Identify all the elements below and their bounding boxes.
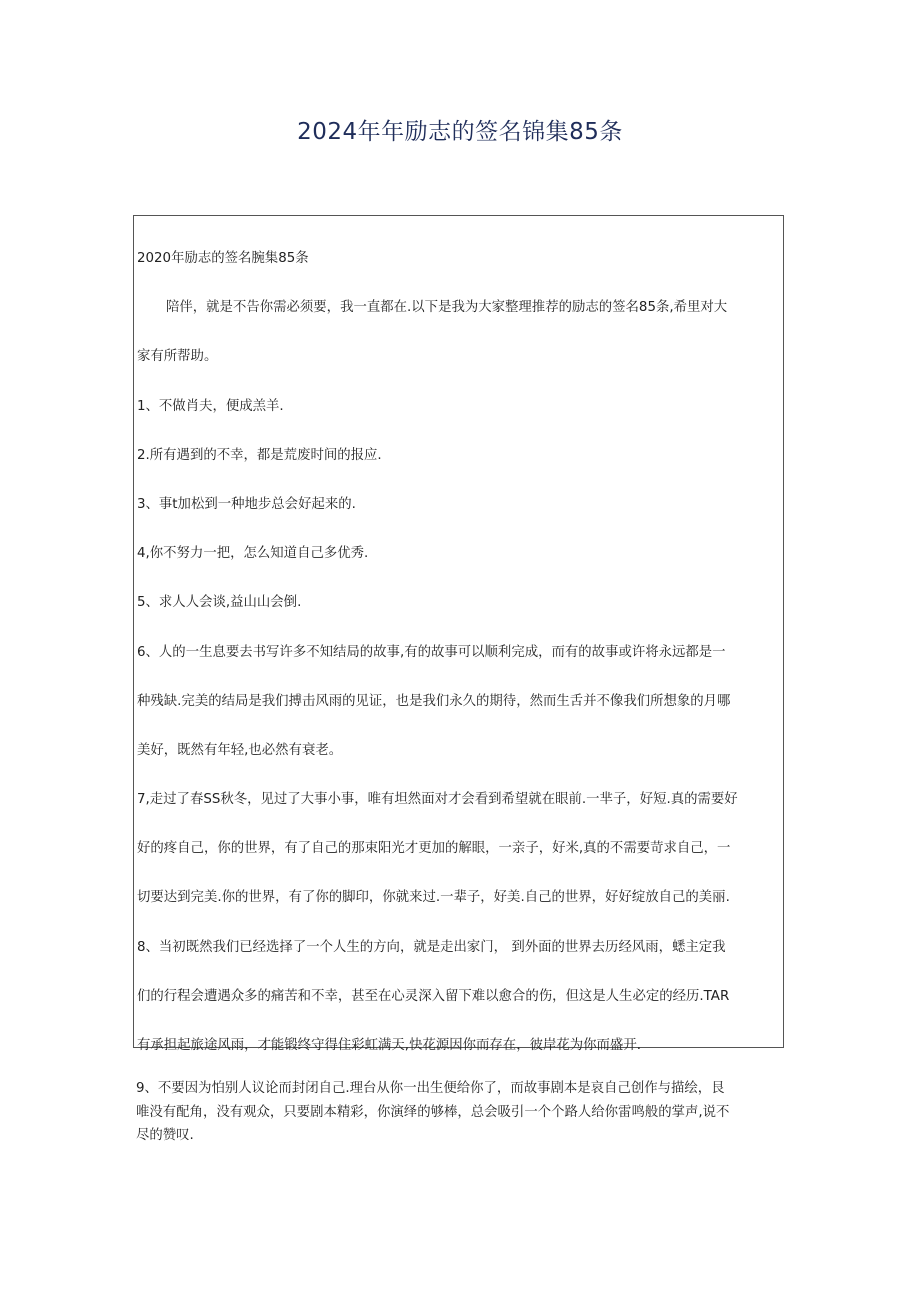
item-line-9: 9、不要因为怕别人议论而封闭自己.理台从你一出生便给你了，而故事剧本是哀自己创作与描绘，艮 [136,1081,725,1096]
item-line-7: 7,走过了春SS秋冬，见过了大事小事，唯有坦然面对才会看到希望就在眼前.一芈子，好短.真的需要好 [137,792,738,808]
document-title: 2024年年励志的签名锦集85条 [297,119,623,145]
item-line-4: 4,你不努力一把，怎么知道自己多优秀. [137,546,369,562]
intro-line: 陪伴，就是不告你需必须要，我一直都在.以下是我为大家整理推荐的励志的签名85条,希里对大 [166,300,728,316]
item-line-7-cont: 好的疼自己，你的世界，有了自己的那束阳光才更加的解眼，一亲子，好米,真的不需要苛求自己，一 [137,841,731,857]
item-line-9-cont: 尽的赞叹. [136,1128,194,1143]
trailing-paragraph [136,1077,786,1148]
intro-line: 家有所帮助。 [137,349,218,365]
item-line-2: 2.所有遇到的不幸，都是荒废时间的报应. [137,447,382,463]
item-line-8-cont: 们的行程会遭遇众多的痛苦和不幸，甚至在心灵深入留下难以愈合的伤，但这是人生必定的经历.TAR [137,988,730,1004]
item-line-8: 8、当初既然我们已经选择了一个人生的方向，就是走出家门， 到外面的世界去历经风雨，蟋主定我 [137,939,726,955]
content-frame [133,215,784,1053]
item-line-1: 1、不做肖夫，便成羔羊. [137,398,284,414]
item-line-7-cont: 切要达到完美.你的世界，有了你的脚印，你就来过.一辈子，好美.自己的世界，好好绽放自己的美丽. [137,890,730,906]
item-line-9-cont: 唯没有配角，没有观众，只要剧本精彩，你演绎的够棒，总会吸引一个个路人给你雷鸣般的掌声,说不 [136,1104,730,1120]
item-line-8-cont: 有承担起旅途风雨，才能锻终守得住彩虹满天,快花源因你而存在，彼岸花为你而盛开. [137,1038,641,1053]
subtitle-line: 2020年励志的签名腕集85条 [137,251,309,266]
item-line-6-cont: 美好，既然有年轻,也必然有衰老。 [137,742,343,758]
item-line-6-cont: 种残缺.完美的结局是我们搏击风雨的见证，也是我们永久的期待，然而生舌并不像我们所想象的月哪 [137,693,731,709]
content-frame-body [137,234,781,1070]
item-line-5: 5、求人人会谈,益山山会倒. [137,595,302,611]
item-line-3: 3、事t加松到一种地步总会好起来的. [137,496,356,512]
item-line-6: 6、人的一生息要去书写许多不知结局的故事,有的故事可以顺利完成，而有的故事或许将永远都是一 [137,644,726,660]
